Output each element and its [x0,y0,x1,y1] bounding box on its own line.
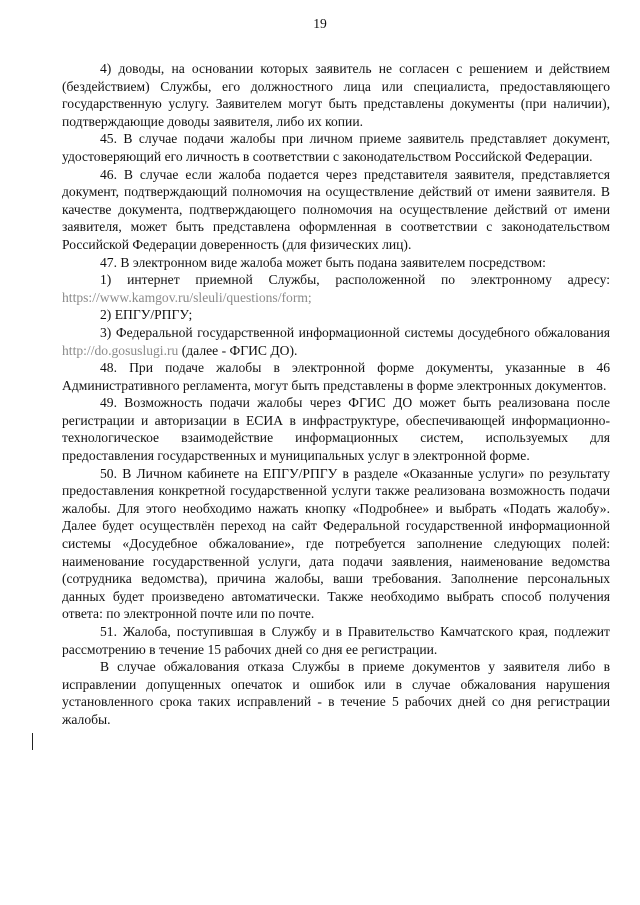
paragraph-45: 45. В случае подачи жалобы при личном приеме заявитель представляет документ, удостоверяющий его личность в соответствии с законодательством Российской Федерации. [62,131,610,164]
complaint-form-link[interactable]: https://www.kamgov.ru/sleuli/questions/form; [62,289,312,305]
margin-revision-mark [32,733,33,750]
item-1-text: 1) интернет приемной Службы, расположенной по электронному адресу: [100,272,610,288]
paragraph-47: 47. В электронном виде жалоба может быть подана заявителем посредством: [100,254,546,270]
paragraph-50: 50. В Личном кабинете на ЕПГУ/РПГУ в разделе «Оказанные услуги» по результату предоставления конкретной государственной услуги также реализована возможность подачи жалобы. Для этого необходимо нажать кнопку «Подробнее» и выбрать «Подать жалобу». Далее будет осуществлён переход на сайт Федеральной государственной информационной системы «Досудебное обжалование», где потребуется заполнение следующих полей: наименование государственной услуги, дата подачи заявления, наименование ведомства (сотрудника ведомства), причина жалобы, ваши требования. Заполнение персональных данных будет произведено автоматически. Также необходимо выбрать способ получения ответа: по электронной почте или по почте. [62,465,610,622]
item-3-text-after: (далее - ФГИС ДО). [181,342,298,358]
document-body [62,60,610,729]
paragraph-4-arguments: 4) доводы, на основании которых заявитель не согласен с решением и действием (бездействием) Службы, его должностного лица или специалиста, предоставляющего государственную услугу. Заявителем могут быть представлены документы (при наличии), подтверждающие доводы заявителя, либо их копии. [62,61,610,129]
gosuslugi-link[interactable]: http://do.gosuslugi.ru [62,342,179,358]
paragraph-47-item-1 [62,271,610,306]
paragraph-49: 49. Возможность подачи жалобы через ФГИС ДО может быть реализована после регистрации и авторизации в ЕСИА в инфраструктуре, обеспечивающей информационно-технологическое взаимодействие информационных систем, используемых для предоставления государственных и муниципальных услуг в электронной форме. [62,395,610,464]
paragraph-48: 48. При подаче жалобы в электронной форме документы, указанные в 46 Административного регламента, могут быть представлены в форме электронных документов. [62,360,610,393]
paragraph-51: 51. Жалоба, поступившая в Службу и в Правительство Камчатского края, подлежит рассмотрению в течение 15 рабочих дней со дня ее регистрации. [62,624,610,657]
paragraph-51-continued: В случае обжалования отказа Службы в приеме документов у заявителя либо в исправлении допущенных опечаток и ошибок или в случае обжалования нарушения установленного срока таких исправлений - в течение 5 рабочих дней со дня регистрации жалобы. [62,659,610,727]
paragraph-46: 46. В случае если жалоба подается через представителя заявителя, представляется документ, подтверждающий полномочия на осуществление действий от имени заявителя. В качестве документа, подтверждающего полномочия на осуществление действий от имени заявителя, может быть представлена оформленная в соответствии с законодательством Российской Федерации доверенность (для физических лиц). [62,166,610,252]
page-number: 19 [313,16,327,31]
paragraph-47-item-3 [62,324,610,359]
item-3-text: 3) Федеральной государственной информационной системы досудебного обжалования [100,324,610,340]
paragraph-47-item-2: 2) ЕПГУ/РПГУ; [100,307,193,323]
